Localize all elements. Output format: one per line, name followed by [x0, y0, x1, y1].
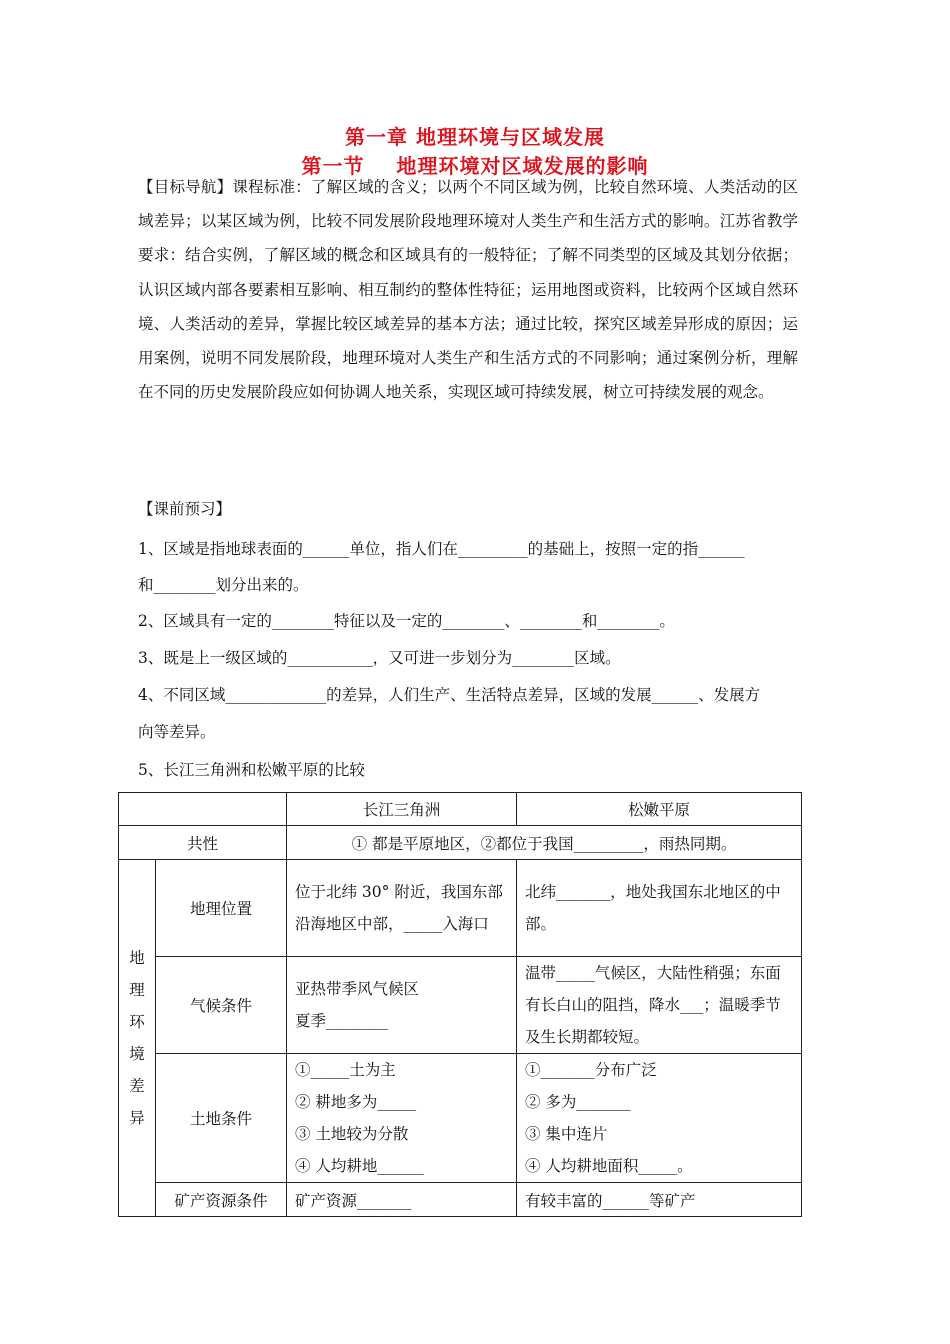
question-4-line-2: 向等差异。	[138, 723, 216, 741]
climate-yangtze-line: 亚热带季风气候区	[295, 980, 420, 998]
question-5: 5、长江三角洲和松嫩平原的比较	[138, 761, 365, 779]
common-label: 共性	[119, 826, 287, 860]
land-yangtze-line: ② 耕地多为_____	[295, 1093, 417, 1111]
location-songnen: 北纬_______，地处我国东北地区的中部。	[517, 860, 802, 957]
table-header-row	[119, 793, 802, 826]
land-songnen-line: ④ 人均耕地面积_____。	[525, 1157, 693, 1175]
question-1-line-2: 和________划分出来的。	[138, 576, 309, 594]
question-4-line-1: 4、不同区域_____________的差异，人们生产、生活特点差异，区域的发展______、发展方	[138, 686, 761, 704]
climate-yangtze-line: 夏季________	[295, 1012, 389, 1030]
section-title: 第一节 地理环境对区域发展的影响	[301, 154, 649, 178]
group-label-char: 理	[129, 981, 145, 999]
land-yangtze-line: ③ 土地较为分散	[295, 1125, 409, 1143]
group-label-char: 环	[129, 1013, 145, 1031]
group-label-char: 差	[129, 1077, 145, 1095]
table-row	[119, 1183, 802, 1217]
land-songnen	[517, 1054, 802, 1183]
land-songnen-line: ② 多为_______	[525, 1093, 631, 1111]
mineral-label: 矿产资源条件	[156, 1183, 287, 1217]
header-songnen: 松嫩平原	[517, 793, 802, 826]
group-label	[119, 860, 156, 1217]
common-text: ① 都是平原地区，②都位于我国_________，雨热同期。	[287, 826, 802, 860]
mineral-yangtze: 矿产资源_______	[287, 1183, 517, 1217]
climate-songnen: 温带_____气候区，大陆性稍强；东面有长白山的阻挡，降水___；温暖季节及生长期都较短。	[517, 957, 802, 1054]
land-songnen-line: ①_______分布广泛	[525, 1061, 657, 1079]
comparison-table	[118, 792, 802, 1217]
climate-label: 气候条件	[156, 957, 287, 1054]
header-blank-cell	[119, 793, 287, 826]
goals-paragraph: 【目标导航】课程标准：了解区域的含义；以两个不同区域为例，比较自然环境、人类活动的区域差异；以某区域为例，比较不同发展阶段地理环境对人类生产和生活方式的影响。江苏省教学要求：结合实例，了解区域的概念和区域具有的一般特征；了解不同类型的区域及其划分依据；认识区域内部各要素相互影响、相互制约的整体性特征；运用地图或资料，比较两个区域自然环境、人类活动的差异，掌握比较区域差异的基本方法；通过比较，探究区域差异形成的原因；运用案例，说明不同发展阶段，地理环境对人类生产和生活方式的不同影响；通过案例分析，理解在不同的历史发展阶段应如何协调人地关系，实现区域可持续发展，树立可持续发展的观念。	[138, 178, 798, 402]
preview-heading: 【课前预习】	[138, 500, 232, 518]
group-label-char: 境	[129, 1045, 145, 1063]
header-yangtze: 长江三角洲	[287, 793, 517, 826]
table-row	[119, 957, 802, 1054]
land-label: 土地条件	[156, 1054, 287, 1183]
table-row	[119, 1054, 802, 1183]
land-songnen-line: ③ 集中连片	[525, 1125, 608, 1143]
table-row	[119, 860, 802, 957]
question-1-line-1: 1、区域是指地球表面的______单位，指人们在_________的基础上，按照一定的指______	[138, 540, 745, 558]
location-yangtze: 位于北纬 30° 附近，我国东部沿海地区中部，_____入海口	[287, 860, 517, 957]
land-yangtze	[287, 1054, 517, 1183]
group-label-char: 地	[129, 949, 145, 967]
group-label-char: 异	[129, 1109, 145, 1127]
location-label: 地理位置	[156, 860, 287, 957]
mineral-songnen: 有较丰富的______等矿产	[517, 1183, 802, 1217]
common-row	[119, 826, 802, 860]
chapter-title: 第一章 地理环境与区域发展	[345, 125, 605, 149]
question-3: 3、既是上一级区域的___________，又可进一步划分为________区域。	[138, 649, 621, 667]
land-yangtze-line: ①_____土为主	[295, 1061, 396, 1079]
question-2: 2、区域具有一定的________特征以及一定的________、________和________。	[138, 612, 675, 630]
climate-yangtze	[287, 957, 517, 1054]
land-yangtze-line: ④ 人均耕地______	[295, 1157, 424, 1175]
